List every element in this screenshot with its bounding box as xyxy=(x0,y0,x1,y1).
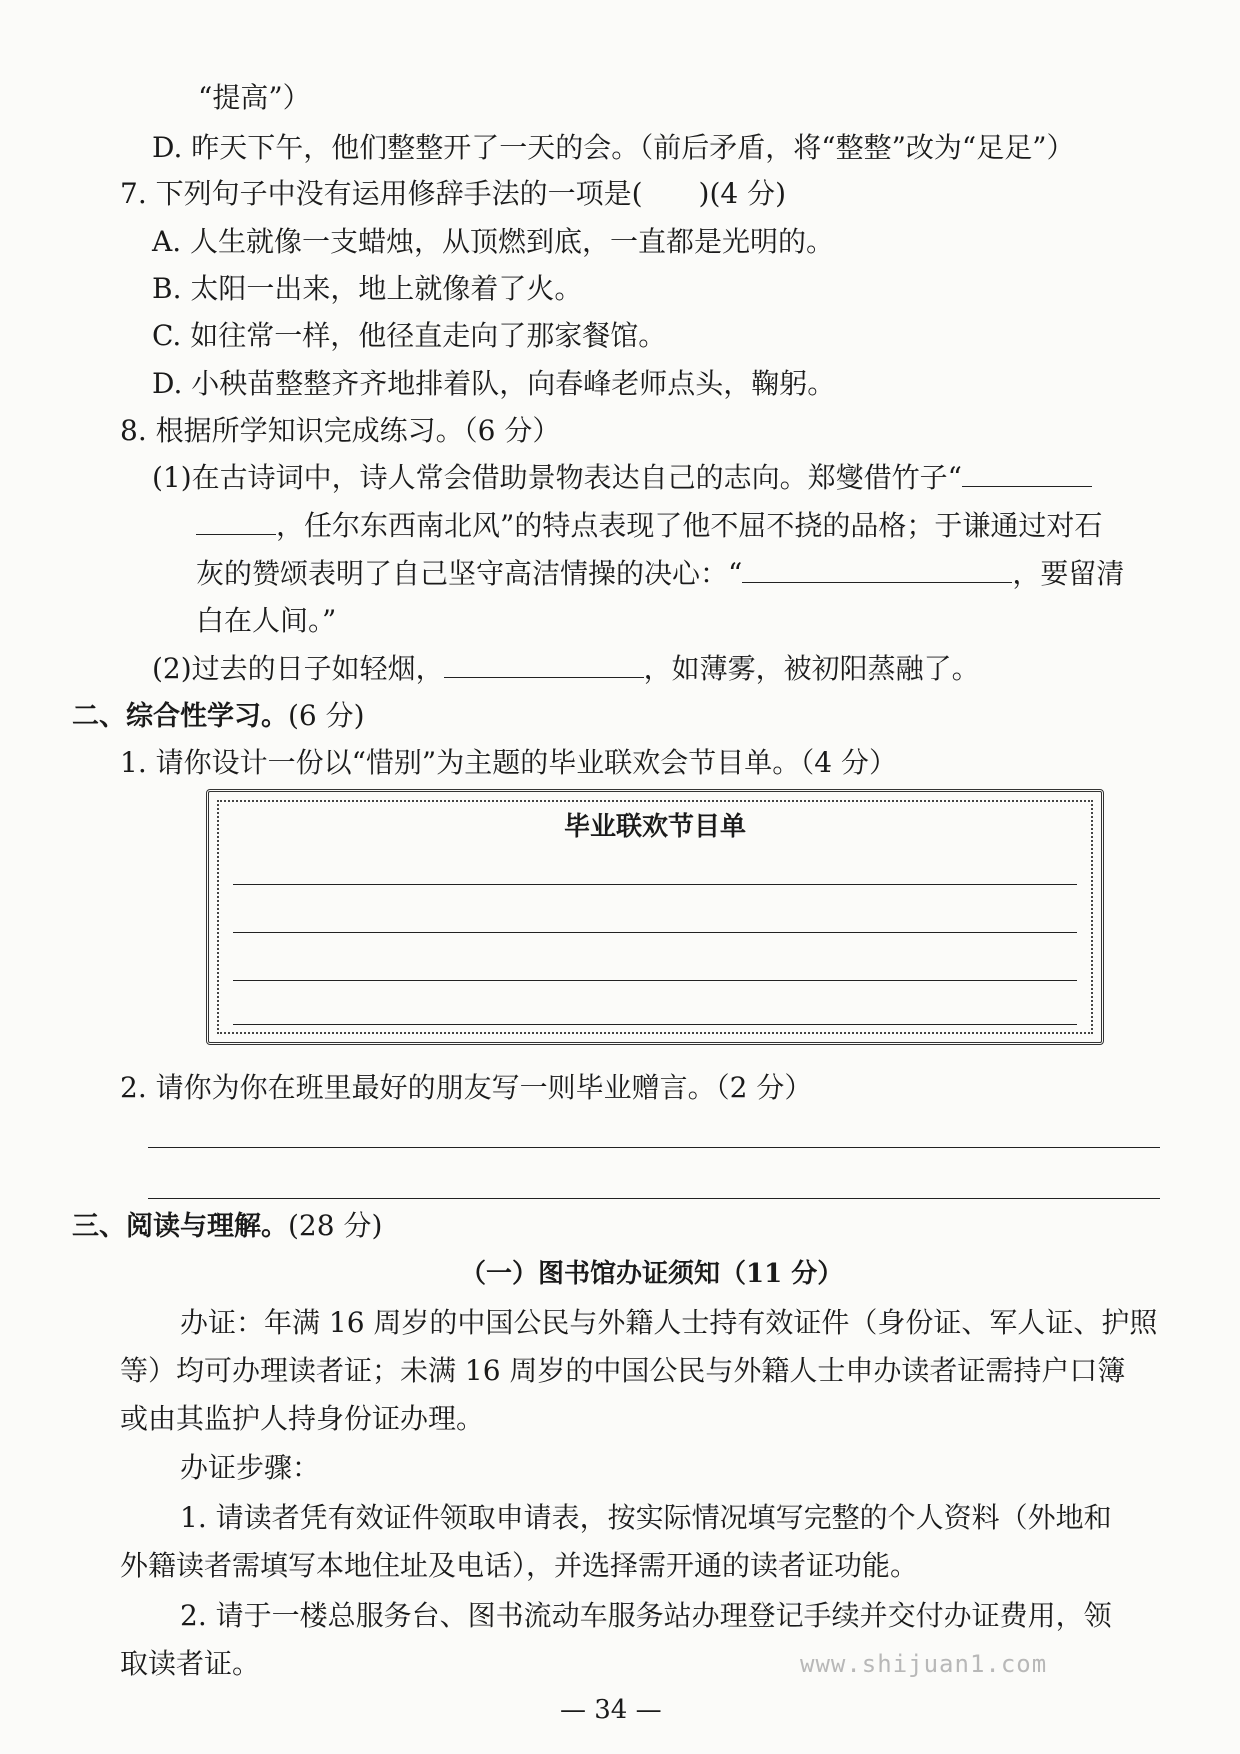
answer-line[interactable] xyxy=(148,1147,1160,1148)
reading1-step2-line1: 2. 请于一楼总服务台、图书流动车服务站办理登记手续并交付办证费用，领 xyxy=(180,1599,1112,1632)
fill-blank[interactable] xyxy=(196,508,276,535)
q7-option-c: C. 如往常一样，他径直走向了那家餐馆。 xyxy=(152,319,667,352)
q7-option-a: A. 人生就像一支蜡烛，从顶燃到底，一直都是光明的。 xyxy=(152,225,835,258)
q8-stem: 8. 根据所学知识完成练习。（6 分） xyxy=(120,414,561,447)
section3-heading xyxy=(72,1208,382,1245)
q8-part2-text: ，如薄雾，被初阳蒸融了。 xyxy=(643,652,980,685)
program-answer-line[interactable] xyxy=(233,980,1077,981)
q8-part1-text: 灰的赞颂表明了自己坚守高洁情操的决心：“ xyxy=(196,557,743,590)
section2-score: (6 分) xyxy=(288,699,365,732)
fill-blank[interactable] xyxy=(962,460,1092,487)
q8-part1-line3 xyxy=(196,556,1124,592)
q6-option-d: D. 昨天下午，他们整整开了一天的会。（前后矛盾，将“整整”改为“足足”） xyxy=(152,131,1075,164)
reading1-steps-label: 办证步骤： xyxy=(180,1451,321,1484)
program-answer-line[interactable] xyxy=(233,1024,1077,1025)
fill-blank[interactable] xyxy=(444,651,644,678)
reading1-step1-line2: 外籍读者需填写本地住址及电话），并选择需开通的读者证功能。 xyxy=(120,1549,919,1582)
reading1-para1-line2: 等）均可办理读者证；未满 16 周岁的中国公民与外籍人士申办读者证需持户口簿 xyxy=(120,1354,1126,1387)
section3-score: (28 分) xyxy=(288,1209,383,1242)
website-watermark: www.shijuan1.com xyxy=(800,1650,1048,1678)
program-answer-line[interactable] xyxy=(233,884,1077,885)
section3-title: 三、阅读与理解。 xyxy=(72,1211,288,1242)
q8-part1-line1 xyxy=(152,460,1092,496)
reading1-para1-line3: 或由其监护人持身份证办理。 xyxy=(120,1402,485,1435)
reading1-step2-line2: 取读者证。 xyxy=(120,1647,261,1680)
q8-part1-text: ，要留清 xyxy=(1012,557,1125,590)
q8-part1-text: (1)在古诗词中，诗人常会借助景物表达自己的志向。郑燮借竹子“ xyxy=(152,461,962,494)
q8-part1-line4: 白在人间。” xyxy=(196,604,337,637)
q8-part2-text: (2)过去的日子如轻烟， xyxy=(152,652,444,685)
q7-stem: 7. 下列句子中没有运用修辞手法的一项是( )(4 分) xyxy=(120,177,787,210)
fill-blank[interactable] xyxy=(742,556,1012,583)
program-list-title: 毕业联欢节目单 xyxy=(563,812,746,842)
page-number: — 34 — xyxy=(560,1695,662,1725)
q8-part1-line2 xyxy=(196,508,1102,544)
answer-line[interactable] xyxy=(148,1198,1160,1199)
section2-q1: 1. 请你设计一份以“惜别”为主题的毕业联欢会节目单。（4 分） xyxy=(120,746,897,779)
section2-q2: 2. 请你为你在班里最好的朋友写一则毕业赠言。（2 分） xyxy=(120,1071,813,1104)
section2-heading xyxy=(72,698,365,735)
program-answer-line[interactable] xyxy=(233,932,1077,933)
section2-title: 二、综合性学习。 xyxy=(72,701,288,732)
reading1-title: （一）图书馆办证须知（11 分） xyxy=(460,1259,844,1289)
reading1-step1-line1: 1. 请读者凭有效证件领取申请表，按实际情况填写完整的个人资料（外地和 xyxy=(180,1501,1112,1534)
program-list-frame xyxy=(206,789,1104,1045)
reading1-para1-line1: 办证：年满 16 周岁的中国公民与外籍人士持有效证件（身份证、军人证、护照 xyxy=(180,1306,1158,1339)
q8-part2 xyxy=(152,651,980,687)
q7-option-d: D. 小秧苗整整齐齐地排着队，向春峰老师点头，鞠躬。 xyxy=(152,367,836,400)
q6-option-c-continuation: “提高”） xyxy=(198,81,311,114)
q8-part1-text: ，任尔东西南北风”的特点表现了他不屈不挠的品格；于谦通过对石 xyxy=(276,509,1103,542)
q7-option-b: B. 太阳一出来，地上就像着了火。 xyxy=(152,272,583,305)
